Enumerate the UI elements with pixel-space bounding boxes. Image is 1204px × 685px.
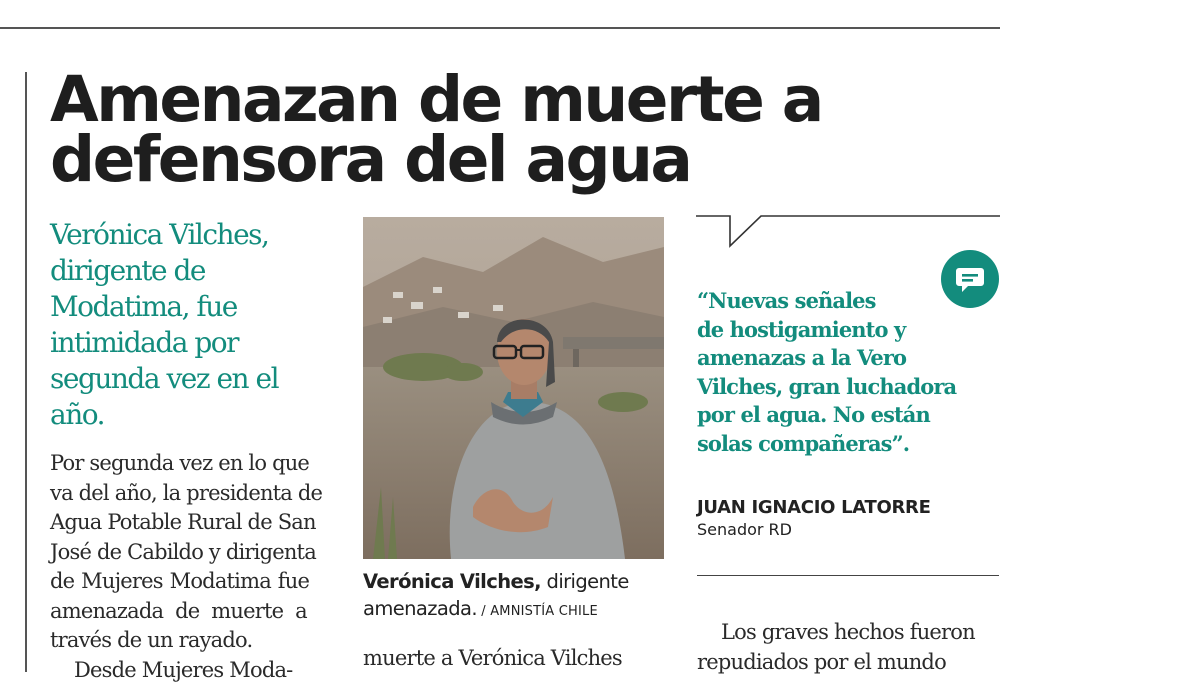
quote-bubble-frame bbox=[696, 214, 1000, 248]
body-line: través de un rayado. bbox=[50, 626, 334, 656]
quote-line: de hostigamiento y bbox=[697, 316, 997, 345]
quote-line: solas compañeras”. bbox=[697, 430, 997, 459]
headline bbox=[50, 70, 990, 190]
headline-line-1: Amenazan de muerte a bbox=[50, 70, 990, 130]
body-column-1 bbox=[50, 449, 334, 685]
top-rule bbox=[0, 27, 1000, 29]
caption-credit: / AMNISTÍA CHILE bbox=[477, 604, 598, 619]
body-line: de Mujeres Modatima fue bbox=[50, 567, 334, 597]
pull-quote bbox=[697, 287, 997, 459]
left-vertical-rule bbox=[25, 72, 27, 672]
column-divider bbox=[697, 575, 999, 576]
lead-paragraph: Verónica Vilches, dirigente de Modatima, fue intimidada por segunda vez en el año. bbox=[50, 217, 330, 433]
quote-author: JUAN IGNACIO LATORRE bbox=[697, 497, 931, 518]
body-line: José de Cabildo y dirigenta bbox=[50, 538, 334, 568]
headline-line-2: defensora del agua bbox=[50, 130, 990, 190]
quote-line: Vilches, gran luchadora bbox=[697, 373, 997, 402]
body-line: Los graves hechos fueron bbox=[697, 617, 1001, 647]
body-line: va del año, la presidenta de bbox=[50, 479, 334, 509]
caption-name: Verónica Vilches, bbox=[363, 570, 541, 593]
body-line: Desde Mujeres Moda- bbox=[50, 656, 334, 685]
quote-line: por el agua. No están bbox=[697, 401, 997, 430]
quote-line: amenazas a la Vero bbox=[697, 344, 997, 373]
article-photo bbox=[363, 217, 664, 559]
body-column-2: muerte a Verónica Vilches bbox=[363, 644, 673, 673]
quote-author-role: Senador RD bbox=[697, 520, 792, 539]
body-column-3 bbox=[697, 617, 1001, 677]
quote-line: “Nuevas señales bbox=[697, 287, 997, 316]
photo-illustration bbox=[363, 217, 664, 559]
body-line: repudiados por el mundo bbox=[697, 647, 1001, 677]
body-line: Por segunda vez en lo que bbox=[50, 449, 334, 479]
caption-text: dirigente amenazada. bbox=[363, 570, 629, 620]
body-line: amenazada de muerte a bbox=[50, 597, 334, 627]
body-line: Agua Potable Rural de San bbox=[50, 508, 334, 538]
photo-caption bbox=[363, 568, 673, 625]
